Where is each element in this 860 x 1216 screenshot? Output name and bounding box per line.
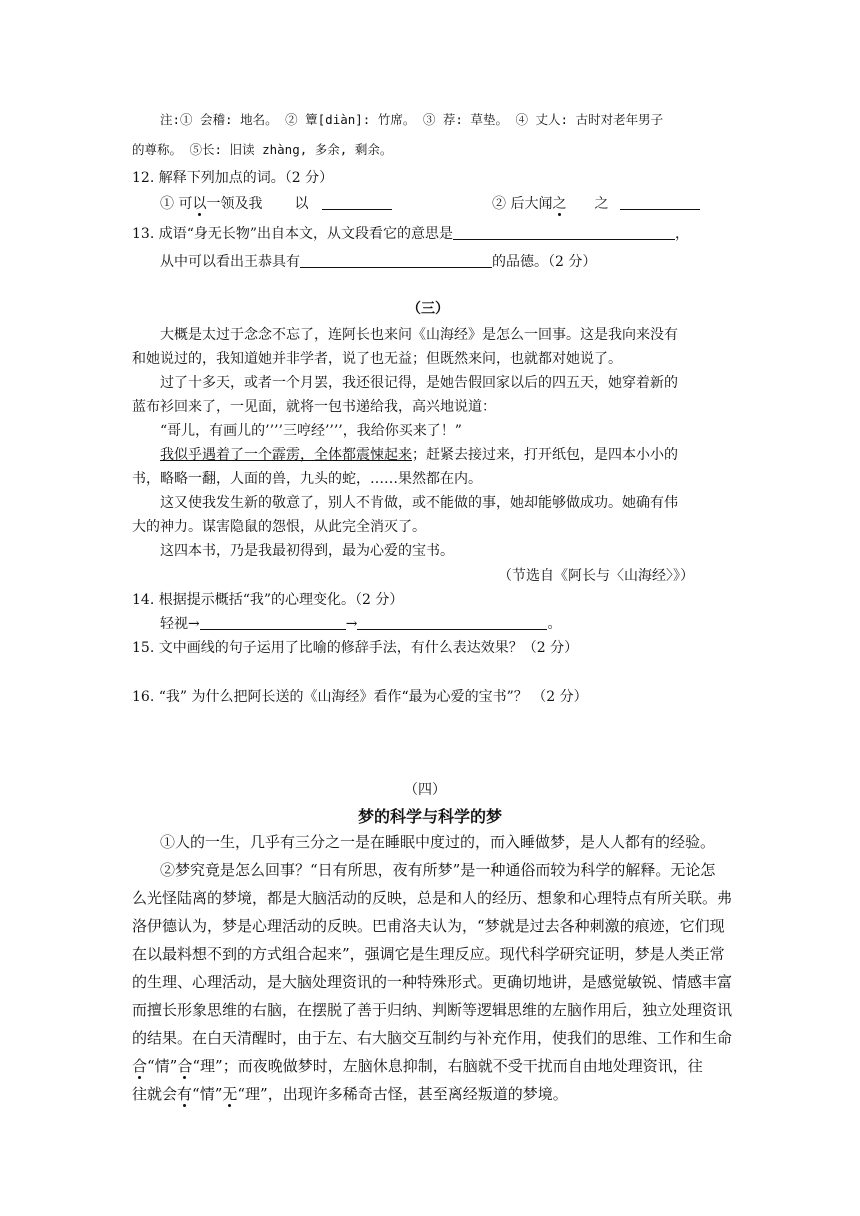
q13-line2-tail: 的品德。（2 分）: [492, 254, 597, 270]
section4-line9-start: 往就会: [132, 1085, 178, 1103]
q14-end: 。: [547, 616, 562, 632]
section4-line-4: 在以最料想不到的方式组合起来”，强调它是生理反应。现代科学研究证明，梦是人类正常: [132, 945, 725, 963]
section3-p4-rest: ；赶紧去接过来，打开纸包，是四本小小的: [412, 447, 678, 463]
section3-p6: 这四本书，乃是我最初得到，最为心爱的宝书。: [160, 543, 454, 559]
dotted-wu: 无: [222, 1085, 238, 1103]
question-15: 15. 文中画线的句子运用了比喻的修辞手法，有什么表达效果？（2 分）: [132, 640, 579, 656]
q13-line1-comma: ，: [675, 226, 690, 242]
section4-line-8: [132, 1055, 703, 1076]
section3-p1-line1: 大概是太过于念念不忘了，连阿长也来问《山海经》是怎么一回事。这是我向来没有: [160, 327, 678, 343]
dotted-he-1: 合: [132, 1057, 148, 1075]
section4-line-5: 的生理、心理活动，是大脑处理资讯的一种特殊形式。更确切地讲，是感觉敏锐、情感丰富: [132, 973, 733, 991]
question-13-line-2: [160, 251, 596, 271]
section3-p4-line2: 书，略略一翻，人面的兽，九头的蛇，……果然都在内。: [132, 471, 482, 487]
footnote-line-2: 的尊称。 ⑤长: 旧读 zhàng, 多余, 剩余。: [132, 142, 393, 157]
q12-item1-post: 一领及我: [206, 196, 263, 212]
article-title: 梦的科学与科学的梦: [358, 807, 503, 826]
q13-answer-blank-2[interactable]: [300, 253, 492, 268]
section3-p2-line1: 过了十多天，或者一个月罢，我还很记得，是她告假回家以后的四五天，她穿着新的: [160, 375, 678, 391]
section4-line-9: [132, 1083, 568, 1104]
qing-quote-1: “情”: [147, 1057, 178, 1075]
section-4-heading: （四）: [404, 782, 446, 798]
section3-p3: “哥儿，有画儿的’’’’三哼经’’’’，我给你买来了！”: [160, 423, 462, 439]
section4-p1: ①人的一生，几乎有三分之一是在睡眠中度过的，而入睡做梦，是人人都有的经验。: [160, 833, 716, 851]
section4-line-7: 的结果。在白天清醒时，由于左、右大脑交互制约与补充作用，使我们的思维、工作和生命: [132, 1029, 733, 1047]
q13-line1-text: 13. 成语“身无长物”出自本文，从文段看它的意思是: [132, 226, 454, 242]
q14-answer-blank-2[interactable]: [357, 615, 547, 630]
question-16: 16. “我” 为什么把阿长送的《山海经》看作“最为心爱的宝书”？ （2 分）: [132, 689, 588, 705]
q13-answer-blank-1[interactable]: [453, 225, 675, 240]
section4-line8-rest: “理”；而夜晚做梦时，左脑休息抑制，右脑就不受干扰而自由地处理资讯，往: [192, 1057, 703, 1075]
q12-item1-pre: ① 可: [160, 196, 193, 212]
section3-source: （节选自《阿长与〈山海经〉》）: [498, 568, 694, 584]
q14-answer-line: [160, 613, 561, 633]
section4-line9-rest: “理”，出现许多稀奇古怪，甚至离经叛道的梦境。: [237, 1085, 568, 1103]
section3-p5-line2: 大的神力。谋害隐鼠的怨恨，从此完全消灭了。: [132, 519, 426, 535]
q12-answer-blank-1[interactable]: [322, 195, 392, 210]
footnote-line-1: 注:① 会稽: 地名。 ② 簟[diàn]: 竹席。 ③ 荐: 草垫。 ④ 丈人: 古时对老年男子: [160, 112, 664, 127]
q12-answer-blank-2[interactable]: [620, 195, 700, 210]
section4-line-1: ②梦究竟是怎么回事？“日有所思，夜有所梦”是一种通俗而较为科学的解释。无论怎: [160, 861, 716, 879]
section3-p2-line2: 蓝布衫回来了，一见面，就将一包书递给我，高兴地说道：: [132, 399, 496, 415]
section3-p5-line1: 这又使我发生新的敬意了，别人不肯做，或不能做的事，她却能够做成功。她确有伟: [160, 495, 678, 511]
q14-start: 轻视→: [160, 616, 200, 632]
q12-item2-pre: ② 后大闻: [492, 196, 553, 212]
q12-item1-dotted: 以: [192, 196, 207, 212]
q13-line2-text: 从中可以看出王恭具有: [160, 254, 300, 270]
q12-item-1: [160, 193, 392, 213]
q14-answer-blank-1[interactable]: [200, 615, 346, 630]
underlined-sentence: 我似乎遇着了一个霹雳，全体都震悚起来: [160, 447, 412, 463]
qing-quote-2: “情”: [192, 1085, 223, 1103]
q12-item-2: [492, 193, 700, 213]
dotted-you: 有: [177, 1085, 193, 1103]
arrow-icon: →: [345, 616, 358, 632]
question-12: 12. 解释下列加点的词。（2 分）: [132, 170, 334, 186]
dotted-he-2: 合: [177, 1057, 193, 1075]
q12-item1-word: 以: [294, 196, 309, 212]
section4-line-3: 洛伊德认为，梦是心理活动的反映。巴甫洛夫认为，“梦就是过去各种刺激的痕迹，它们现: [132, 917, 725, 935]
question-14: 14. 根据提示概括“我”的心理变化。（2 分）: [132, 592, 404, 608]
section-3-heading: （三）: [407, 301, 449, 317]
question-13-line-1: [132, 223, 689, 243]
q12-item2-dotted: 之: [552, 196, 567, 212]
section3-p1-line2: 和她说过的，我知道她并非学者，说了也无益；但既然来问，也就都对她说了。: [132, 351, 622, 367]
section4-line-6: 而擅长形象思维的右脑，在摆脱了善于归纳、判断等逻辑思维的左脑作用后，独立处理资讯: [132, 1001, 733, 1019]
q12-item2-word: 之: [594, 196, 609, 212]
section3-p4-line1: [160, 444, 678, 464]
section4-line-2: 么光怪陆离的梦境，都是大脑活动的反映，总是和人的经历、想象和心理特点有所关联。弗: [132, 889, 733, 907]
